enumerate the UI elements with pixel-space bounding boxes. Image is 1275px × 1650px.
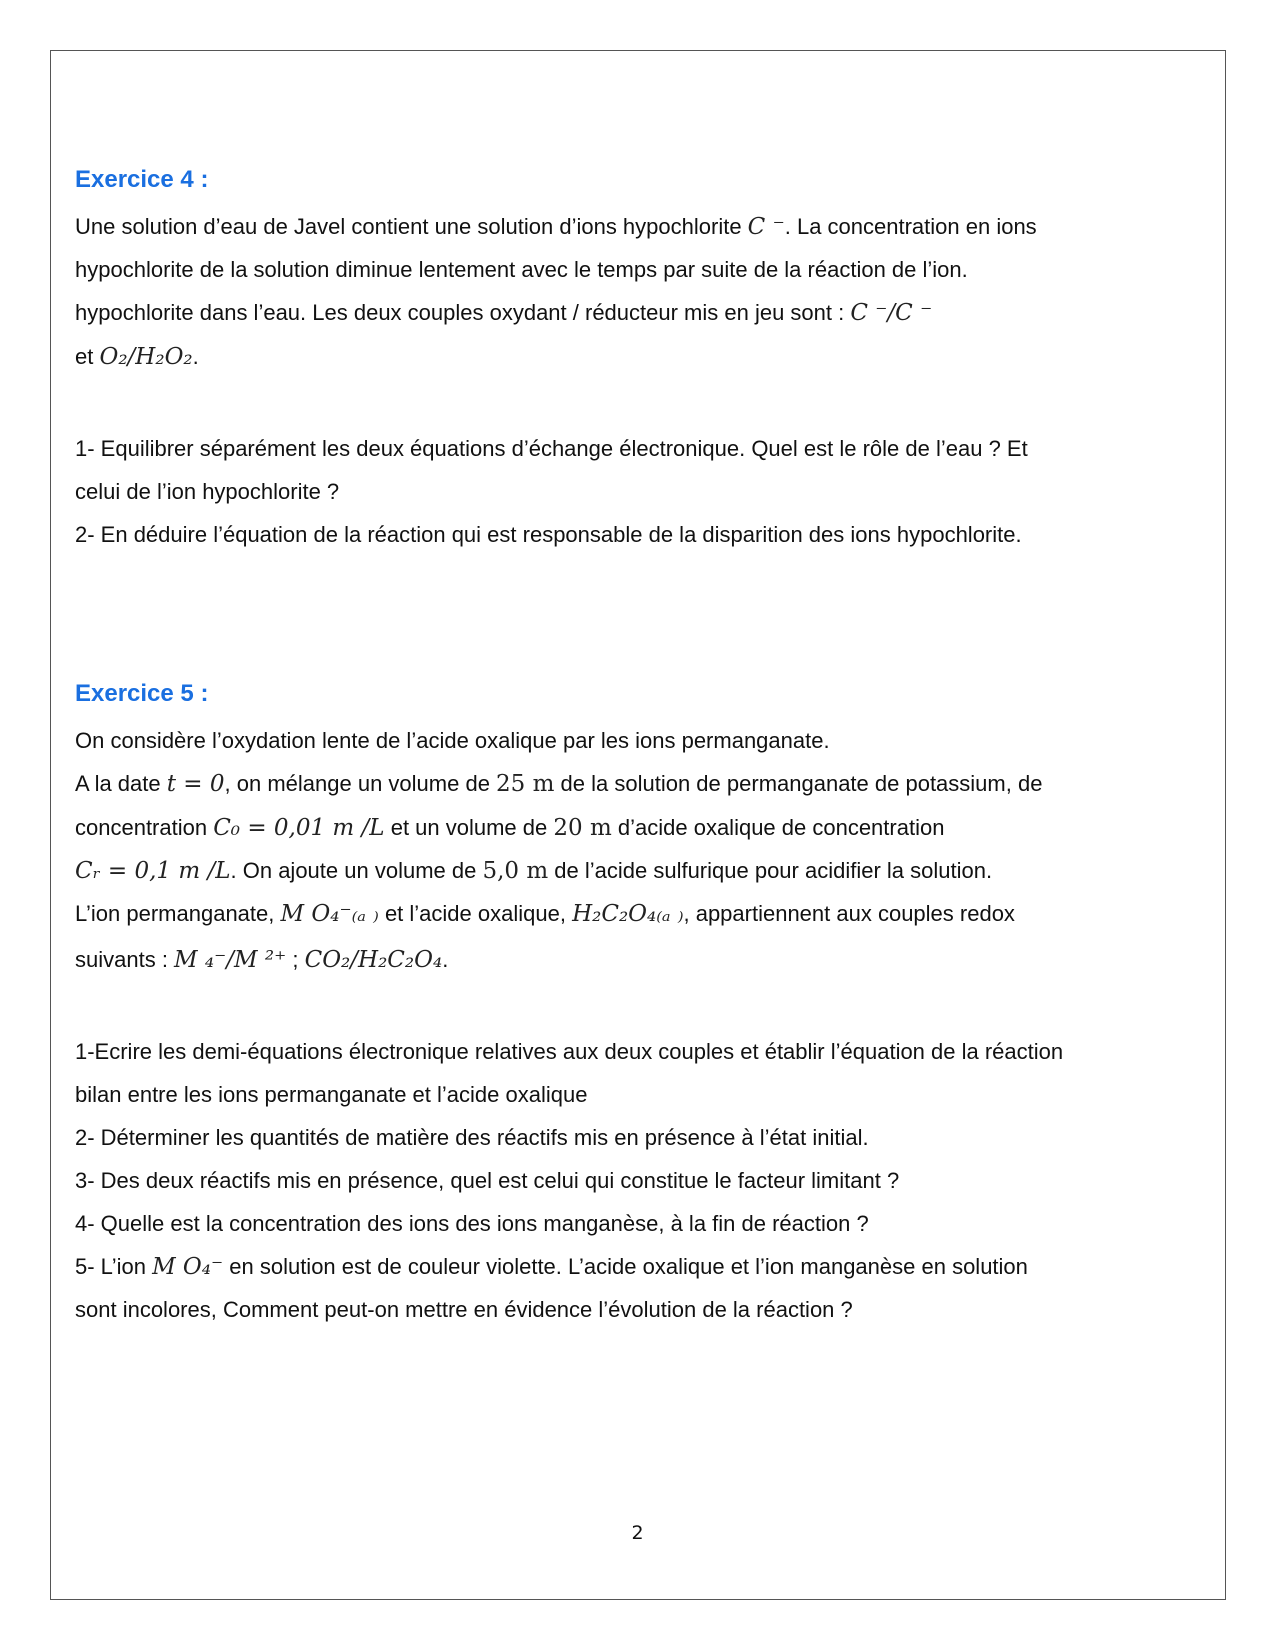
exercise5-question3: 3- Des deux réactifs mis en présence, quel est celui qui constitue le facteur limitant ? <box>75 1168 900 1193</box>
exercise5-question4: 4- Quelle est la concentration des ions des ions manganèse, à la fin de réaction ? <box>75 1211 869 1236</box>
exercise5-line1: On considère l’oxydation lente de l’acide oxalique par les ions permanganate. <box>75 728 830 753</box>
volume-sulfuric-formula: 5,0 m <box>482 858 549 884</box>
exercise5-line6-b: ; <box>286 947 305 972</box>
exercise4-line4 <box>75 342 199 372</box>
redox-couple1-formula: M ₄⁻/M ²⁺ <box>174 947 287 973</box>
exercise4-line1-text: Une solution d’eau de Javel contient une solution d’ions hypochlorite <box>75 214 748 239</box>
exercise4-line3-text: hypochlorite dans l’eau. Les deux couples oxydant / réducteur mis en jeu sont : <box>75 300 851 325</box>
hypochlorite-formula: C ⁻ <box>747 214 785 240</box>
exercise5-q5-b: en solution est de couleur violette. L’acide oxalique et l’ion manganèse en solution <box>223 1254 1028 1279</box>
permanganate-formula: M O₄⁻₍ₐ ₎ <box>280 901 379 927</box>
exercise5-line5-b: et l’acide oxalique, <box>378 901 573 926</box>
exercise5-q5-a: 5- L’ion <box>75 1254 153 1279</box>
exercise5-line2-c: de la solution de permanganate de potassium, de <box>554 771 1043 796</box>
exercise5-question2: 2- Déterminer les quantités de matière des réactifs mis en présence à l’état initial. <box>75 1125 869 1150</box>
exercise5-question5-line1 <box>75 1252 1028 1282</box>
redox-couple2-formula: CO₂/H₂C₂O₄ <box>304 947 443 973</box>
exercise4-question1-line1: 1- Equilibrer séparément les deux équations d’échange électronique. Quel est le rôle de l’eau ? Et <box>75 436 1028 461</box>
exercise5-line2-b: , on mélange un volume de <box>224 771 497 796</box>
exercise4-line2: hypochlorite de la solution diminue lentement avec le temps par suite de la réaction de l’ion. <box>75 257 968 282</box>
exercise5-line3-c: d’acide oxalique de concentration <box>611 815 945 840</box>
exercise4-title: Exercice 4 : <box>75 166 209 193</box>
couple2-formula: O₂/H₂O₂ <box>99 344 193 370</box>
exercise4-line3 <box>75 298 932 328</box>
volume-permanganate-formula: 25 m <box>496 771 555 797</box>
exercise4-question2: 2- En déduire l’équation de la réaction qui est responsable de la disparition des ions hypochlorite. <box>75 522 1022 547</box>
time-formula: t = 0 <box>166 771 225 797</box>
exercise5-title: Exercice 5 : <box>75 680 209 707</box>
exercise5-line4-a: . On ajoute un volume de <box>230 858 483 883</box>
permanganate-ion-formula: M O₄⁻ <box>152 1254 224 1280</box>
oxalic-acid-formula: H₂C₂O₄₍ₐ ₎ <box>572 901 684 927</box>
exercise5-line2-a: A la date <box>75 771 167 796</box>
exercise4-line4-tail: . <box>192 344 199 369</box>
concentration-c0-formula: C₀ = 0,01 m /L <box>213 815 385 841</box>
exercise5-line5 <box>75 899 1015 929</box>
volume-oxalic-formula: 20 m <box>553 815 612 841</box>
exercise5-line3-b: et un volume de <box>384 815 554 840</box>
exercise5-question5-line2: sont incolores, Comment peut-on mettre en évidence l’évolution de la réaction ? <box>75 1297 853 1322</box>
exercise5-line3-a: concentration <box>75 815 214 840</box>
exercise4-line4-text: et <box>75 344 100 369</box>
exercise5-line5-a: L’ion permanganate, <box>75 901 281 926</box>
exercise5-line6-c: . <box>442 947 449 972</box>
exercise5-line6-a: suivants : <box>75 947 175 972</box>
exercise5-question1-line1: 1-Ecrire les demi-équations électronique relatives aux deux couples et établir l’équation de la réaction <box>75 1039 1064 1064</box>
exercise4-question1-line2: celui de l’ion hypochlorite ? <box>75 479 340 504</box>
exercise4-line1-tail: . La concentration en ions <box>784 214 1037 239</box>
exercise5-line4 <box>75 856 992 886</box>
exercise5-question1-line2: bilan entre les ions permanganate et l’acide oxalique <box>75 1082 588 1107</box>
exercise4-line1 <box>75 212 1037 242</box>
exercise5-line6 <box>75 945 448 975</box>
exercise5-line2 <box>75 769 1042 799</box>
page-number: 2 <box>631 1522 644 1544</box>
concentration-cr-formula: Cᵣ = 0,1 m /L <box>75 858 231 884</box>
exercise5-line4-b: de l’acide sulfurique pour acidifier la solution. <box>548 858 993 883</box>
exercise5-line3 <box>75 813 944 843</box>
couple1-formula: C ⁻/C ⁻ <box>850 300 933 326</box>
exercise5-line5-c: , appartiennent aux couples redox <box>683 901 1015 926</box>
